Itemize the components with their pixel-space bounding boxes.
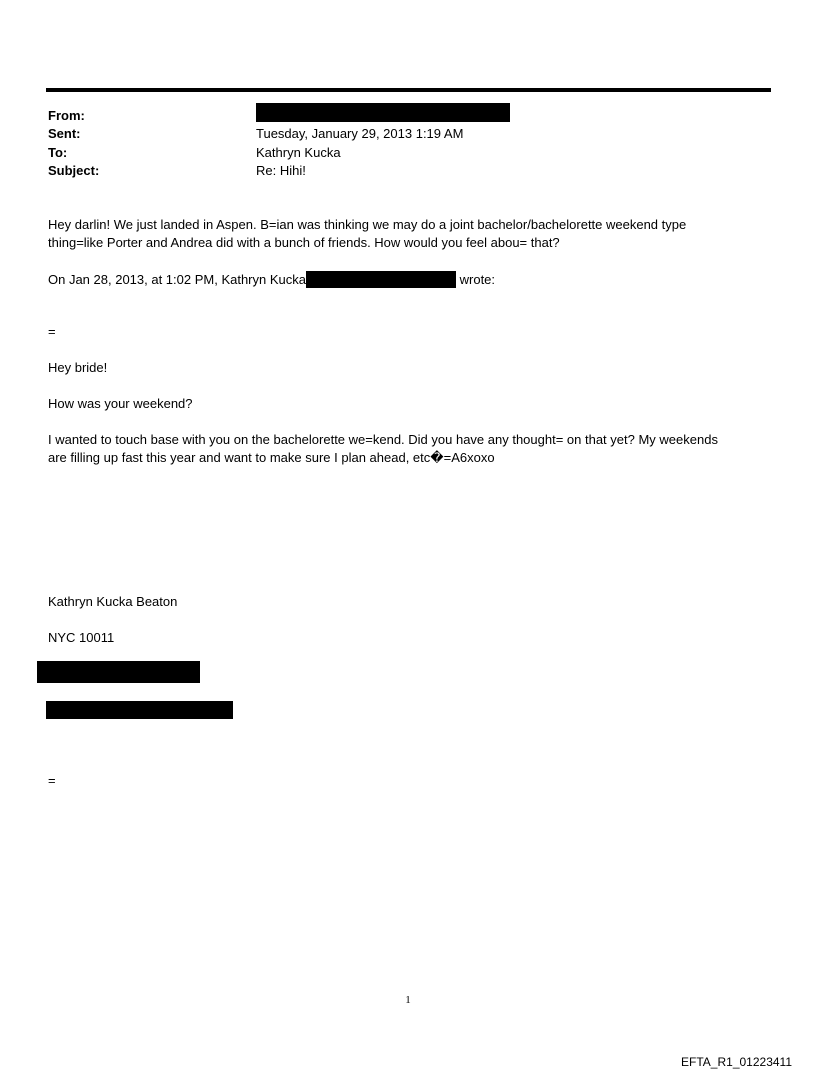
redacted-email-address: [306, 271, 456, 288]
redacted-signature-line-1: [37, 661, 200, 683]
subject-value: Re: Hihi!: [256, 163, 306, 178]
sent-label: Sent:: [48, 126, 81, 141]
from-label: From:: [48, 108, 85, 123]
sent-row: [48, 125, 768, 143]
separator-1: =: [48, 324, 56, 339]
message-line-2: are filling up fast this year and want to make sure I plan ahead, etc�=A6xoxo: [48, 450, 495, 465]
subject-row: [48, 162, 768, 180]
greeting: Hey bride!: [48, 360, 108, 375]
redacted-sender: [256, 103, 510, 122]
quote-intro-suffix: wrote:: [459, 272, 496, 287]
to-value: Kathryn Kucka: [256, 145, 341, 160]
sent-value: Tuesday, January 29, 2013 1:19 AM: [256, 126, 464, 141]
message-line-1: I wanted to touch base with you on the bachelorette we=kend. Did you have any thought= on that yet? My weekends: [48, 432, 718, 447]
page-number: 1: [405, 994, 411, 1006]
redacted-signature-line-2: [46, 701, 233, 719]
header-divider: [46, 88, 771, 92]
question: How was your weekend?: [48, 396, 193, 411]
signature-name: Kathryn Kucka Beaton: [48, 594, 178, 609]
reply-line-2: thing=like Porter and Andrea did with a bunch of friends. How would you feel abou= that?: [48, 235, 560, 250]
quote-intro-prefix: On Jan 28, 2013, at 1:02 PM, Kathryn Kucka: [48, 272, 306, 287]
document-id: EFTA_R1_01223411: [681, 1055, 792, 1069]
to-row: [48, 144, 768, 162]
reply-line-1: Hey darlin! We just landed in Aspen. B=ian was thinking we may do a joint bachelor/bachelorette weekend type: [48, 217, 687, 232]
subject-label: Subject:: [48, 163, 100, 178]
signature-location: NYC 10011: [48, 630, 115, 645]
quote-intro: [48, 271, 495, 289]
to-label: To:: [48, 145, 68, 160]
separator-2: =: [48, 773, 56, 788]
